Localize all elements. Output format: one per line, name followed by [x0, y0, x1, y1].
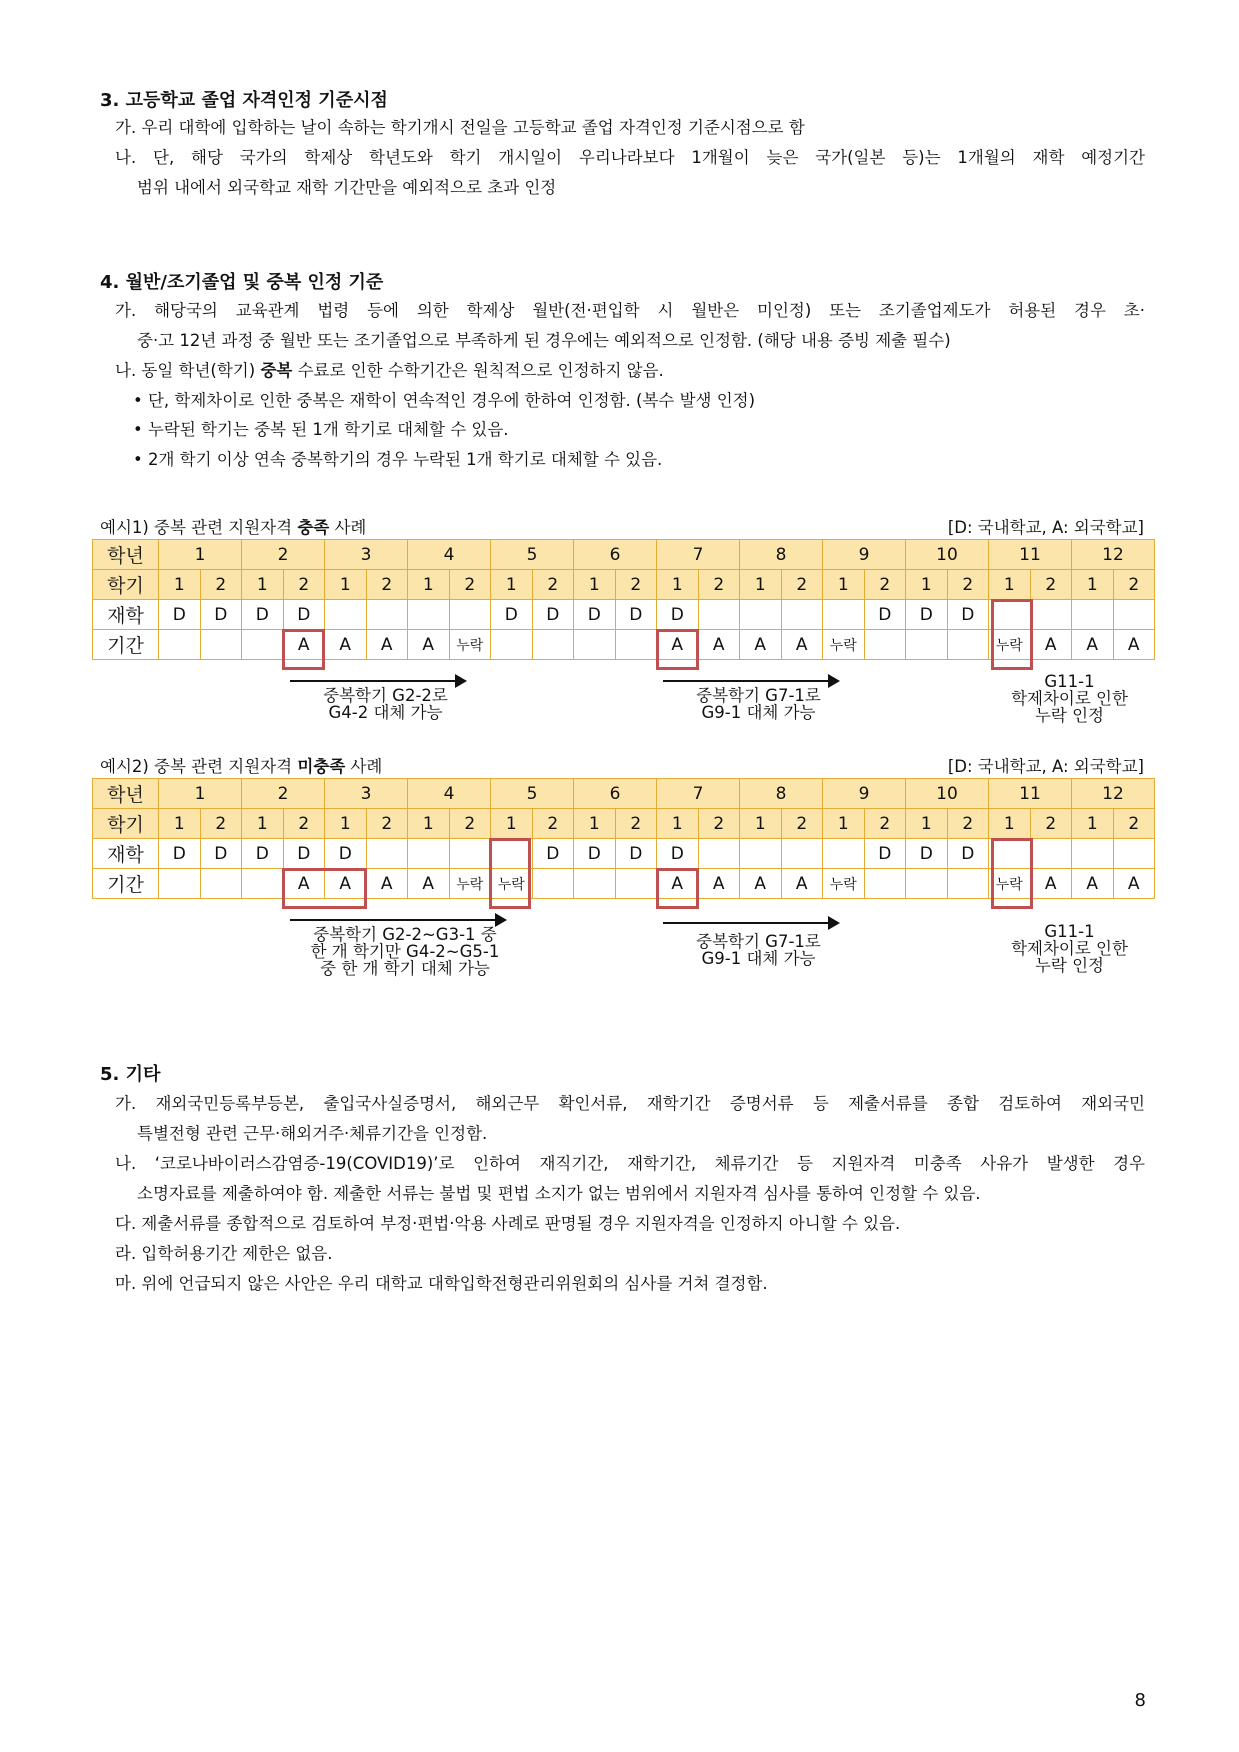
domestic-cell — [449, 600, 491, 630]
semester-cell: 1 — [408, 570, 450, 600]
foreign-cell: A — [366, 869, 408, 899]
domestic-cell: D — [615, 839, 657, 869]
domestic-cell: D — [947, 839, 989, 869]
semester-cell: 2 — [1030, 570, 1072, 600]
example2-highlight-g5-1 — [489, 838, 531, 909]
foreign-cell: A — [283, 869, 325, 899]
foreign-cell — [574, 630, 616, 660]
semester-cell: 1 — [989, 809, 1031, 839]
row-label: 기간 — [93, 630, 159, 660]
semester-cell: 2 — [615, 809, 657, 839]
section4-bullet-1: • 단, 학제차이로 인한 중복은 재학이 연속적인 경우에 한하여 인정함. (복수 발생 인정) — [133, 391, 756, 410]
year-cell: 8 — [740, 779, 823, 809]
foreign-cell: 누락 — [823, 630, 865, 660]
row-label: 기간 — [93, 869, 159, 899]
foreign-cell: A — [781, 869, 823, 899]
foreign-cell — [864, 630, 906, 660]
domestic-cell — [325, 600, 367, 630]
foreign-cell: A — [698, 869, 740, 899]
domestic-cell: D — [574, 600, 616, 630]
foreign-cell: 누락 — [449, 869, 491, 899]
section4-item-a: 가. 해당국의 교육관계 법령 등에 의한 학제상 월반(전·편입학 시 월반은 미인정) 또는 조기졸업제도가 허용된 경우 초· — [115, 301, 1145, 320]
foreign-cell — [906, 630, 948, 660]
example1-caption: 예시1) 중복 관련 지원자격 충족 사례 — [100, 518, 367, 537]
domestic-cell — [1030, 600, 1072, 630]
semester-cell: 2 — [698, 809, 740, 839]
page-number: 8 — [1134, 1690, 1146, 1711]
semester-cell: 1 — [989, 570, 1031, 600]
semester-cell: 1 — [740, 809, 782, 839]
domestic-cell: D — [657, 839, 699, 869]
section4-title: 4. 월반/조기졸업 및 중복 인정 기준 — [100, 272, 384, 293]
foreign-cell — [864, 869, 906, 899]
semester-cell: 2 — [864, 570, 906, 600]
foreign-cell — [159, 869, 201, 899]
year-cell: 1 — [159, 540, 242, 570]
semester-cell: 1 — [574, 809, 616, 839]
example2-legend: [D: 국내학교, A: 외국학교] — [947, 757, 1144, 776]
year-cell: 12 — [1072, 779, 1155, 809]
example2-note-2: 중복학기 G7-1로 G9-1 대체 가능 — [696, 932, 821, 968]
semester-cell: 1 — [657, 570, 699, 600]
example2-highlight-g11-1 — [991, 838, 1033, 909]
domestic-cell — [823, 600, 865, 630]
section5-item-a: 가. 재외국민등록부등본, 출입국사실증명서, 해외근무 확인서류, 재학기간 증명서류 등 제출서류를 종합 검토하여 재외국민 — [115, 1094, 1145, 1113]
example2-arrow-2 — [663, 922, 830, 924]
semester-cell: 2 — [864, 809, 906, 839]
year-cell: 9 — [823, 540, 906, 570]
domestic-cell: D — [200, 839, 242, 869]
semester-cell: 2 — [532, 809, 574, 839]
domestic-cell: D — [864, 600, 906, 630]
foreign-cell: A — [657, 630, 699, 660]
domestic-cell: D — [864, 839, 906, 869]
foreign-cell — [200, 630, 242, 660]
domestic-cell — [1072, 600, 1114, 630]
example2-note-1: 중복학기 G2-2~G3-1 중 한 개 학기만 G4-2~G5-1 중 한 개 학기 대체 가능 — [310, 925, 500, 978]
foreign-cell: A — [1113, 869, 1155, 899]
domestic-cell: D — [906, 839, 948, 869]
year-cell: 2 — [242, 779, 325, 809]
row-label: 재학 — [93, 600, 159, 630]
section4-bullet-2: • 누락된 학기는 중복 된 1개 학기로 대체할 수 있음. — [133, 420, 509, 439]
semester-cell: 2 — [698, 570, 740, 600]
semester-cell: 1 — [740, 570, 782, 600]
domestic-cell: D — [657, 600, 699, 630]
semester-cell: 1 — [906, 809, 948, 839]
semester-cell: 2 — [366, 809, 408, 839]
semester-cell: 2 — [366, 570, 408, 600]
domestic-cell: D — [491, 600, 533, 630]
foreign-cell: 누락 — [823, 869, 865, 899]
semester-cell: 2 — [200, 570, 242, 600]
year-cell: 3 — [325, 779, 408, 809]
semester-row — [93, 809, 1155, 839]
domestic-cell — [408, 839, 450, 869]
semester-cell: 1 — [657, 809, 699, 839]
foreign-cell: A — [740, 630, 782, 660]
semester-cell: 1 — [823, 570, 865, 600]
example1-note-1: 중복학기 G2-2로 G4-2 대체 가능 — [323, 686, 448, 722]
semester-row — [93, 570, 1155, 600]
domestic-cell: D — [947, 600, 989, 630]
semester-cell: 2 — [947, 570, 989, 600]
foreign-cell: A — [1030, 869, 1072, 899]
foreign-cell: A — [325, 630, 367, 660]
foreign-cell: A — [740, 869, 782, 899]
domestic-cell — [449, 839, 491, 869]
foreign-cell: A — [366, 630, 408, 660]
foreign-cell: A — [1113, 630, 1155, 660]
example2-caption: 예시2) 중복 관련 지원자격 미충족 사례 — [100, 757, 383, 776]
section3-item-b-cont: 범위 내에서 외국학교 재학 기간만을 예외적으로 초과 인정 — [137, 178, 557, 197]
example2-arrow-1 — [290, 919, 497, 921]
foreign-cell: A — [1072, 869, 1114, 899]
foreign-cell — [242, 869, 284, 899]
semester-cell: 1 — [325, 570, 367, 600]
domestic-cell: D — [242, 600, 284, 630]
example1-arrow-1 — [290, 680, 457, 682]
example1-highlight-g7-1 — [656, 629, 699, 670]
example2-highlight-g7-1 — [656, 868, 699, 909]
semester-cell: 2 — [283, 809, 325, 839]
foreign-cell: A — [698, 630, 740, 660]
semester-cell: 1 — [574, 570, 616, 600]
section5-item-e: 마. 위에 언급되지 않은 사안은 우리 대학교 대학입학전형관리위원회의 심사를 거쳐 결정함. — [115, 1274, 768, 1293]
year-cell: 5 — [491, 779, 574, 809]
domestic-cell: D — [242, 839, 284, 869]
semester-cell: 1 — [159, 570, 201, 600]
row-label: 학년 — [93, 540, 159, 570]
semester-cell: 1 — [325, 809, 367, 839]
foreign-cell — [906, 869, 948, 899]
foreign-cell: 누락 — [449, 630, 491, 660]
foreign-cell: A — [408, 630, 450, 660]
section5-item-a-cont: 특별전형 관련 근무·해외거주·체류기간을 인정함. — [137, 1124, 488, 1143]
domestic-cell — [1030, 839, 1072, 869]
foreign-cell: 누락 — [989, 869, 1031, 899]
foreign-cell — [615, 869, 657, 899]
foreign-cell — [242, 630, 284, 660]
example2-highlight-g2-2-g3-1 — [282, 868, 367, 909]
domestic-cell: D — [159, 839, 201, 869]
semester-cell: 1 — [159, 809, 201, 839]
year-cell: 5 — [491, 540, 574, 570]
domestic-cell — [1113, 839, 1155, 869]
section4-bullet-3: • 2개 학기 이상 연속 중복학기의 경우 누락된 1개 학기로 대체할 수 있음. — [133, 450, 663, 469]
year-cell: 10 — [906, 779, 989, 809]
semester-cell: 1 — [491, 570, 533, 600]
domestic-cell: D — [325, 839, 367, 869]
domestic-cell — [1113, 600, 1155, 630]
example1-highlight-g11-1 — [991, 599, 1033, 670]
row-label: 학년 — [93, 779, 159, 809]
year-cell: 4 — [408, 779, 491, 809]
domestic-cell — [698, 839, 740, 869]
section3-title: 3. 고등학교 졸업 자격인정 기준시점 — [100, 90, 388, 111]
example2-note-3: G11-1 학제차이로 인한 누락 인정 — [1011, 922, 1128, 975]
domestic-cell — [1072, 839, 1114, 869]
year-cell: 11 — [989, 540, 1072, 570]
year-row — [93, 779, 1155, 809]
foreign-cell — [574, 869, 616, 899]
domestic-cell — [366, 839, 408, 869]
year-cell: 1 — [159, 779, 242, 809]
year-cell: 8 — [740, 540, 823, 570]
foreign-cell — [615, 630, 657, 660]
semester-cell: 2 — [1030, 809, 1072, 839]
foreign-cell — [532, 630, 574, 660]
section5-item-c: 다. 제출서류를 종합적으로 검토하여 부정·편법·악용 사례로 판명될 경우 지원자격을 인정하지 아니할 수 있음. — [115, 1214, 901, 1233]
year-cell: 6 — [574, 779, 657, 809]
domestic-cell: D — [159, 600, 201, 630]
row-label: 학기 — [93, 809, 159, 839]
domestic-cell — [781, 839, 823, 869]
semester-cell: 2 — [449, 809, 491, 839]
foreign-cell — [491, 630, 533, 660]
year-cell: 7 — [657, 779, 740, 809]
semester-cell: 2 — [947, 809, 989, 839]
foreign-cell: 누락 — [989, 630, 1031, 660]
foreign-cell: A — [657, 869, 699, 899]
semester-cell: 2 — [615, 570, 657, 600]
semester-cell: 2 — [200, 809, 242, 839]
example1-note-2: 중복학기 G7-1로 G9-1 대체 가능 — [696, 686, 821, 722]
section4-item-b: 나. 동일 학년(학기) 중복 수료로 인한 수학기간은 원칙적으로 인정하지 않음. — [115, 361, 664, 380]
foreign-cell — [947, 869, 989, 899]
row-label: 학기 — [93, 570, 159, 600]
foreign-cell: 누락 — [491, 869, 533, 899]
semester-cell: 1 — [1072, 570, 1114, 600]
year-cell: 6 — [574, 540, 657, 570]
foreign-cell: A — [1030, 630, 1072, 660]
year-cell: 11 — [989, 779, 1072, 809]
foreign-cell: A — [1072, 630, 1114, 660]
semester-cell: 2 — [781, 570, 823, 600]
emphasis-duplicate: 중복 — [260, 361, 293, 380]
domestic-cell: D — [906, 600, 948, 630]
section5-item-d: 라. 입학허용기간 제한은 없음. — [115, 1244, 333, 1263]
domestic-cell: D — [574, 839, 616, 869]
row-label: 재학 — [93, 839, 159, 869]
domestic-cell: D — [283, 839, 325, 869]
semester-cell: 1 — [242, 570, 284, 600]
year-cell: 10 — [906, 540, 989, 570]
semester-cell: 1 — [906, 570, 948, 600]
section4-item-a-cont: 중·고 12년 과정 중 월반 또는 조기졸업으로 부족하게 된 경우에는 예외적으로 인정함. (해당 내용 증빙 제출 필수) — [137, 331, 951, 350]
foreign-cell: A — [781, 630, 823, 660]
semester-cell: 1 — [823, 809, 865, 839]
example1-legend: [D: 국내학교, A: 외국학교] — [947, 518, 1144, 537]
foreign-cell — [532, 869, 574, 899]
year-cell: 3 — [325, 540, 408, 570]
year-cell: 9 — [823, 779, 906, 809]
year-cell: 2 — [242, 540, 325, 570]
example1-highlight-g2-2 — [282, 629, 325, 670]
semester-cell: 1 — [408, 809, 450, 839]
semester-cell: 2 — [1113, 809, 1155, 839]
foreign-cell: A — [408, 869, 450, 899]
domestic-cell: D — [532, 839, 574, 869]
semester-cell: 2 — [449, 570, 491, 600]
foreign-cell — [947, 630, 989, 660]
domestic-cell — [408, 600, 450, 630]
foreign-cell: A — [283, 630, 325, 660]
foreign-cell — [200, 869, 242, 899]
semester-cell: 1 — [1072, 809, 1114, 839]
domestic-cell: D — [532, 600, 574, 630]
semester-cell: 2 — [781, 809, 823, 839]
year-row — [93, 540, 1155, 570]
section5-item-b-cont: 소명자료를 제출하여야 함. 제출한 서류는 불법 및 편법 소지가 없는 범위에서 지원자격 심사를 통하여 인정할 수 있음. — [137, 1184, 981, 1203]
year-cell: 4 — [408, 540, 491, 570]
section3-item-a: 가. 우리 대학에 입학하는 날이 속하는 학기개시 전일을 고등학교 졸업 자격인정 기준시점으로 함 — [115, 118, 805, 137]
example1-note-3: G11-1 학제차이로 인한 누락 인정 — [1011, 672, 1128, 725]
foreign-cell — [159, 630, 201, 660]
section5-item-b: 나. ‘코로나바이러스감염증-19(COVID19)’로 인하여 재직기간, 재학기간, 체류기간 등 지원자격 미충족 사유가 발생한 경우 — [115, 1154, 1145, 1173]
year-cell: 7 — [657, 540, 740, 570]
semester-cell: 1 — [242, 809, 284, 839]
domestic-cell — [740, 839, 782, 869]
domestic-cell — [366, 600, 408, 630]
domestic-cell — [781, 600, 823, 630]
semester-cell: 2 — [1113, 570, 1155, 600]
domestic-cell: D — [283, 600, 325, 630]
foreign-cell: A — [325, 869, 367, 899]
domestic-cell: D — [200, 600, 242, 630]
example1-arrow-2 — [663, 680, 830, 682]
domestic-cell — [698, 600, 740, 630]
domestic-cell — [823, 839, 865, 869]
domestic-cell: D — [615, 600, 657, 630]
section3-item-b: 나. 단, 해당 국가의 학제상 학년도와 학기 개시일이 우리나라보다 1개월이 늦은 국가(일본 등)는 1개월의 재학 예정기간 — [115, 148, 1145, 167]
semester-cell: 1 — [491, 809, 533, 839]
section5-title: 5. 기타 — [100, 1064, 161, 1085]
semester-cell: 2 — [283, 570, 325, 600]
semester-cell: 2 — [532, 570, 574, 600]
year-cell: 12 — [1072, 540, 1155, 570]
domestic-cell — [740, 600, 782, 630]
